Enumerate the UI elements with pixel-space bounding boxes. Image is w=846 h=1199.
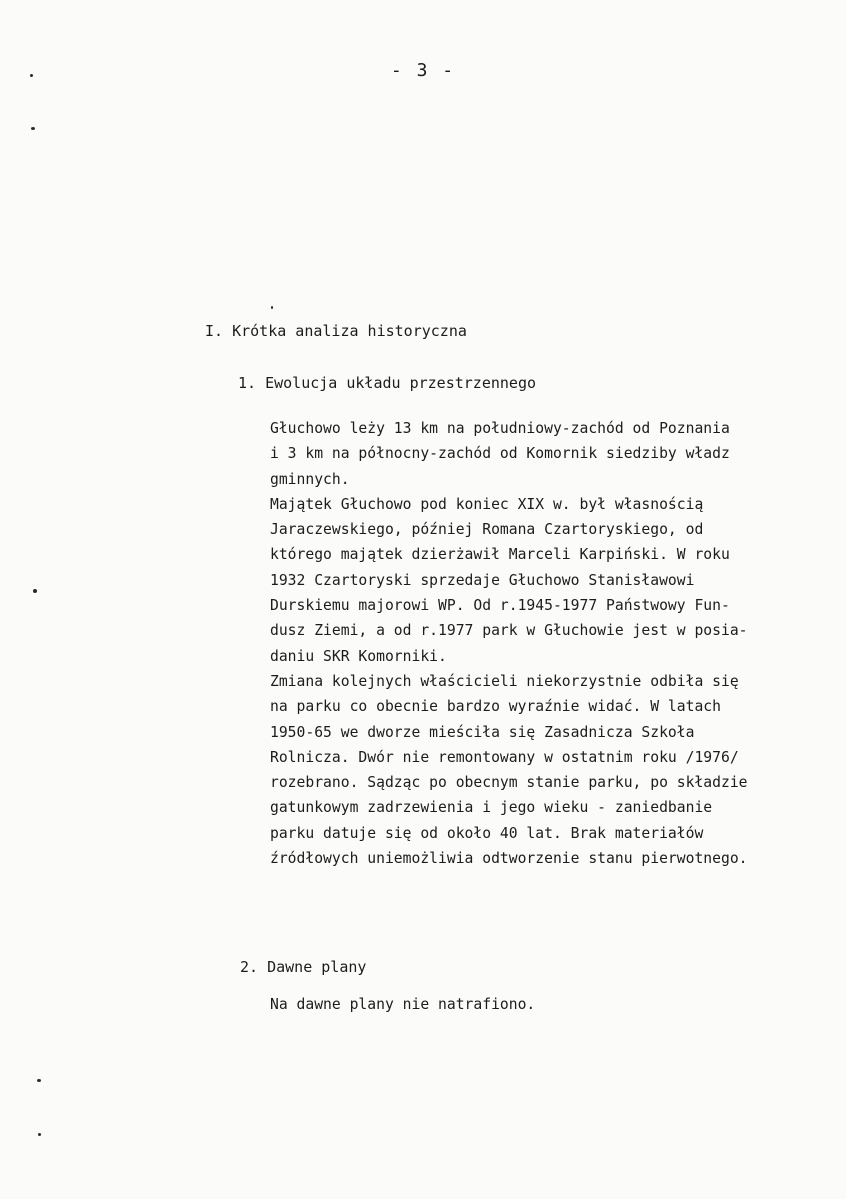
text-line: Głuchowo leży 13 km na południowy-zachód od Poznania xyxy=(270,420,730,437)
text-line: i 3 km na północny-zachód od Komornik siedziby władz xyxy=(270,445,730,463)
text-line: parku datuje się od około 40 lat. Brak materiałów xyxy=(270,824,704,842)
text-line: rozebrano. Sądząc po obecnym stanie parku, po składzie xyxy=(270,774,748,792)
text-line: Na dawne plany nie natrafiono. xyxy=(270,996,536,1013)
text-line: 1932 Czartoryski sprzedaje Głuchowo Stanisławowi xyxy=(270,571,695,589)
subsection-body-1 xyxy=(270,416,748,871)
text-line: którego majątek dzierżawił Marceli Karpiński. W roku xyxy=(270,546,730,564)
margin-speck xyxy=(30,74,33,77)
margin-speck xyxy=(33,589,37,593)
margin-speck xyxy=(38,1133,41,1136)
text-line: Jaraczewskiego, później Romana Czartoryskiego, od xyxy=(270,521,704,539)
text-line: daniu SKR Komorniki. xyxy=(270,647,447,665)
margin-speck xyxy=(271,306,273,309)
text-line: źródłowych uniemożliwia odtworzenie stanu pierwotnego. xyxy=(270,850,748,868)
text-line: gminnych. xyxy=(270,470,350,488)
subsection-heading-1: 1. Ewolucja układu przestrzennego xyxy=(238,374,537,392)
margin-speck xyxy=(31,127,35,130)
section-heading: I. Krótka analiza historyczna xyxy=(205,322,467,340)
text-line: gatunkowym zadrzewienia i jego wieku - zaniedbanie xyxy=(270,799,713,817)
text-line: Majątek Głuchowo pod koniec XIX w. był własnością xyxy=(270,495,704,513)
text-line: Rolnicza. Dwór nie remontowany w ostatnim roku /1976/ xyxy=(270,748,739,766)
text-line: Zmiana kolejnych właścicieli niekorzystnie odbiła się xyxy=(270,672,739,690)
text-line: Durskiemu majorowi WP. Od r.1945-1977 Państwowy Fun- xyxy=(270,597,730,615)
text-line: dusz Ziemi, a od r.1977 park w Głuchowie jest w posia- xyxy=(270,622,748,640)
text-line: na parku co obecnie bardzo wyraźnie widać. W latach xyxy=(270,698,721,716)
margin-speck xyxy=(37,1079,41,1082)
subsection-heading-2: 2. Dawne plany xyxy=(240,958,367,976)
subsection-body-2 xyxy=(270,992,535,1017)
page-number: - 3 - xyxy=(390,60,456,81)
text-line: 1950-65 we dworze mieściła się Zasadnicza Szkoła xyxy=(270,723,695,741)
